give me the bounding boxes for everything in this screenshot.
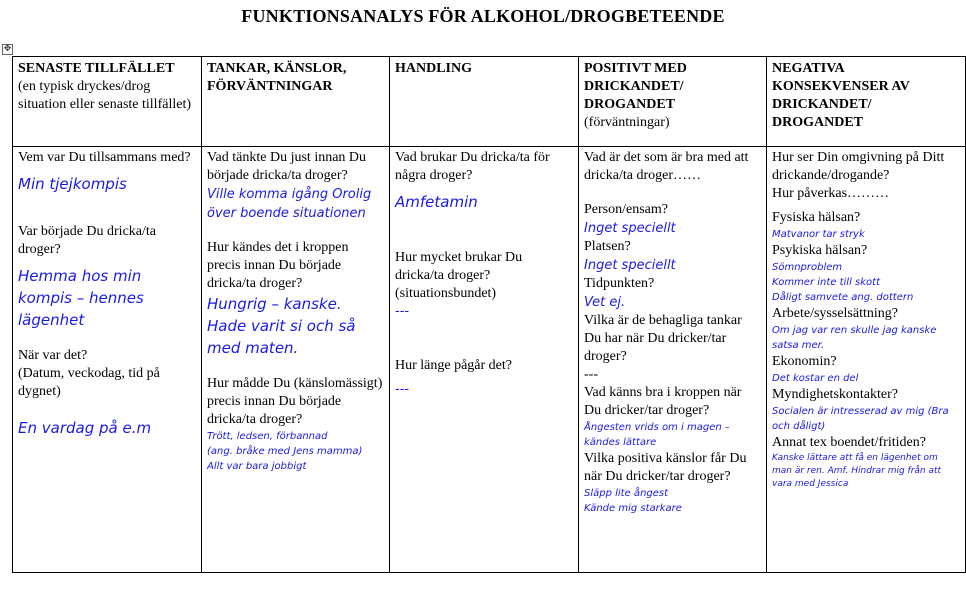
question: Hur mådde Du (känslomässigt) precis innan Du började dricka/ta droger? bbox=[207, 376, 383, 427]
question: Annat tex boendet/fritiden? bbox=[772, 435, 926, 450]
question: Myndighetskontakter? bbox=[772, 387, 898, 402]
body-row bbox=[13, 147, 966, 573]
answer-handwritten: Ångesten vrids om i magen – kändes lättare bbox=[584, 422, 730, 448]
answer-handwritten: Dåligt samvete ang. dottern bbox=[772, 292, 914, 303]
answer-handwritten: Matvanor tar stryk bbox=[772, 229, 865, 240]
question: Tidpunkten? bbox=[584, 276, 655, 291]
header-cell-handling bbox=[390, 57, 579, 147]
cell-handling[interactable] bbox=[390, 147, 579, 573]
analysis-table bbox=[12, 56, 966, 573]
question: Fysiska hälsan? bbox=[772, 210, 861, 225]
answer-handwritten: Kanske lättare att få en lägenhet om man är ren. Amf. Hindrar mig från att vara med Jessica bbox=[772, 453, 942, 489]
question: Platsen? bbox=[584, 239, 631, 254]
question-note: (Datum, veckodag, tid på dygnet) bbox=[18, 366, 160, 399]
question: Vad är det som är bra med att dricka/ta droger…… bbox=[584, 150, 749, 183]
header-cell-senaste bbox=[13, 57, 202, 147]
answer-handwritten: Kände mig starkare bbox=[584, 503, 682, 514]
header-cell-tankar bbox=[202, 57, 390, 147]
header-note: (förväntningar) bbox=[584, 115, 670, 130]
header-cell-negativa bbox=[767, 57, 966, 147]
header-bold: HANDLING bbox=[395, 61, 473, 76]
answer-handwritten: Amfetamin bbox=[395, 193, 478, 211]
answer-handwritten: Kommer inte till skott bbox=[772, 277, 881, 288]
table-move-handle-icon[interactable]: ✥ bbox=[3, 44, 12, 54]
answer-dash: --- bbox=[395, 382, 410, 397]
cell-positivt[interactable] bbox=[579, 147, 767, 573]
header-bold: POSITIVT MED DRICKANDET/ DROGANDET bbox=[584, 61, 687, 112]
cell-senaste[interactable] bbox=[13, 147, 202, 573]
answer-handwritten: Trött, ledsen, förbannad bbox=[207, 431, 328, 442]
question: Person/ensam? bbox=[584, 202, 668, 217]
question: Vad tänkte Du just innan Du började dricka/ta droger? bbox=[207, 150, 367, 183]
question: Hur länge pågår det? bbox=[395, 358, 512, 373]
answer-handwritten: Sömnproblem bbox=[772, 262, 843, 273]
question: Vem var Du tillsammans med? bbox=[18, 150, 191, 165]
answer-handwritten: Om jag var ren skulle jag kanske satsa mer. bbox=[772, 325, 937, 351]
header-cell-positivt bbox=[579, 57, 767, 147]
answer-handwritten: En vardag på e.m bbox=[18, 419, 152, 437]
answer-dash: --- bbox=[584, 367, 598, 382]
question: Hur påverkas……… bbox=[772, 186, 890, 201]
question: Vilka positiva känslor får Du när Du dricker/tar droger? bbox=[584, 451, 747, 484]
cell-negativa[interactable] bbox=[767, 147, 966, 573]
answer-handwritten: Hungrig – kanske. Hade varit si och så med maten. bbox=[207, 295, 356, 357]
header-bold: NEGATIVA KONSEKVENSER AV DRICKANDET/ DROGANDET bbox=[772, 61, 910, 130]
answer-handwritten: Allt var bara jobbigt bbox=[207, 461, 307, 472]
question: Ekonomin? bbox=[772, 354, 837, 369]
question: Vad brukar Du dricka/ta för några droger? bbox=[395, 150, 550, 183]
question: Psykiska hälsan? bbox=[772, 243, 868, 258]
header-bold: TANKAR, KÄNSLOR, FÖRVÄNTNINGAR bbox=[207, 61, 347, 94]
page-title: FUNKTIONSANALYS FÖR ALKOHOL/DROGBETEENDE bbox=[241, 6, 725, 26]
answer-handwritten: Socialen är intresserad av mig (Bra och dåligt) bbox=[772, 406, 949, 432]
question: När var det? bbox=[18, 348, 88, 363]
question: Vilka är de behagliga tankar Du har när Du dricker/tar droger? bbox=[584, 313, 742, 364]
header-bold: SENASTE TILLFÄLLET bbox=[18, 61, 175, 76]
answer-handwritten: Min tjejkompis bbox=[18, 175, 127, 193]
answer-dash: --- bbox=[395, 304, 410, 319]
answer-handwritten: Inget speciellt bbox=[584, 258, 676, 273]
question: Vad känns bra i kroppen när Du dricker/tar droger? bbox=[584, 385, 742, 418]
question: Arbete/sysselsättning? bbox=[772, 306, 898, 321]
answer-handwritten: (ang. bråke med Jens mamma) bbox=[207, 446, 363, 457]
answer-handwritten: Vet ej. bbox=[584, 295, 626, 310]
answer-handwritten: Det kostar en del bbox=[772, 373, 859, 384]
question: Hur mycket brukar Du dricka/ta droger?(situationsbundet) bbox=[395, 250, 523, 301]
cell-tankar[interactable] bbox=[202, 147, 390, 573]
answer-handwritten: Ville komma igång Orolig över boende situationen bbox=[207, 187, 372, 221]
answer-handwritten: Inget speciellt bbox=[584, 221, 676, 236]
question: Hur kändes det i kroppen precis innan Du började dricka/ta droger? bbox=[207, 240, 349, 291]
header-note: (en typisk dryckes/drog situation eller senaste tillfället) bbox=[18, 79, 191, 112]
question: Hur ser Din omgivning på Ditt drickande/drogande? bbox=[772, 150, 945, 183]
answer-handwritten: Släpp lite ångest bbox=[584, 488, 669, 499]
question: Var började Du dricka/ta droger? bbox=[18, 224, 156, 257]
header-row bbox=[13, 57, 966, 147]
answer-handwritten: Hemma hos min kompis – hennes lägenhet bbox=[18, 267, 144, 329]
